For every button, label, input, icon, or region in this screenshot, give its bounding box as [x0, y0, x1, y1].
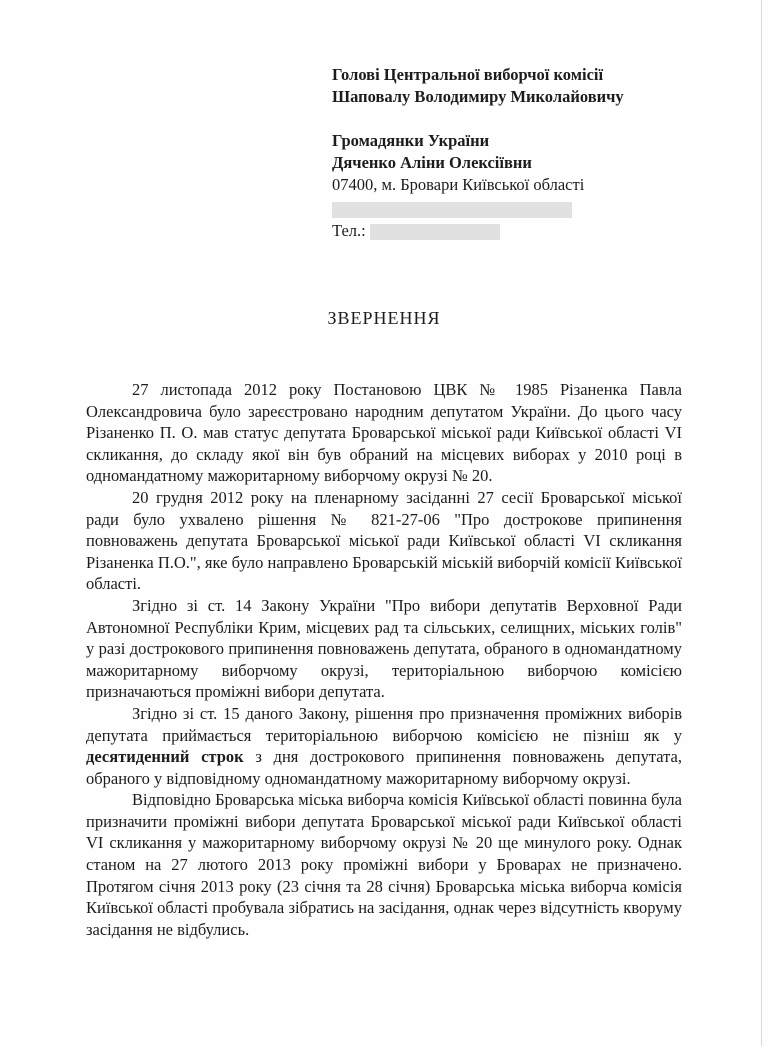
document-body: [86, 379, 682, 940]
redacted-address-row: [332, 196, 742, 218]
scan-edge-line: [761, 0, 762, 1046]
paragraph-1: 27 листопада 2012 року Постановою ЦВК № 1985 Різаненка Павла Олександровича було зареєстровано народним депутатом України. До цього часу Різаненко П. О. мав статус депутата Броварської міської ради Київської області VI скликання, до складу якої він був обраний на місцевих виборах у 2010 році в одномандатному мажоритарному виборчому окрузі № 20.: [86, 380, 682, 486]
paragraph-4-end: з дня дострокового припинення повноважень депутата, обраного у відповідному одномандатному мажоритарному виборчому окрузі.: [86, 747, 682, 788]
phone-row: [332, 220, 742, 242]
recipient-line-1: Голові Центральної виборчої комісії: [332, 65, 604, 84]
paragraph-2: 20 грудня 2012 року на пленарному засіданні 27 сесії Броварської міської ради було ухвалено рішення № 821-27-06 "Про дострокове припинення повноважень депутата Броварської міської ради Київської області VI скликання Різаненка П.О.", яке було направлено Броварській міській виборчій комісії Київської області.: [86, 487, 682, 594]
addressee-block: [332, 64, 742, 242]
paragraph-4-emphasis: десятиденний строк: [86, 747, 244, 767]
sender-address: 07400, м. Бровари Київської області: [332, 175, 585, 194]
paragraph-4-start: Згідно зі ст. 15 даного Закону, рішення про призначення проміжних виборів депутата приймається територіальною виборчою комісією не пізніш як у: [86, 703, 682, 745]
paragraph-5: Відповідно Броварська міська виборча комісія Київської області повинна була призначити проміжні вибори депутата Броварської міської ради Київської області VI скликання у мажоритарному виборчому окрузі № 20 ще минулого року. Однак станом на 27 лютого 2013 року проміжні вибори у Броварах не призначено. Протягом січня 2013 року (23 січня та 28 січня) Броварська міська виборча комісія Київської області пробувала зібратись на засідання, однак через відсутність кворуму засідання не відбулись.: [86, 790, 682, 939]
addressee-spacer: [332, 108, 742, 130]
paragraph-4: [86, 703, 682, 789]
redacted-street-address: [332, 202, 572, 218]
recipient-line-2: Шаповалу Володимиру Миколайовичу: [332, 87, 624, 106]
document-title: ЗВЕРНЕННЯ: [327, 308, 441, 328]
redacted-phone-number: [370, 224, 500, 240]
sender-line-1: Громадянки України: [332, 131, 490, 150]
phone-label: Тел.:: [332, 221, 366, 241]
paragraph-3: Згідно зі ст. 14 Закону України "Про вибори депутатів Верховної Ради Автономної Республіки Крим, місцевих рад та сільських, селищних, міських голів" у разі дострокового припинення повноважень депутата, обраного в одномандатному мажоритарному виборчому окрузі, територіальною виборчою комісією призначаються проміжні вибори депутата.: [86, 595, 682, 702]
sender-line-2: Дяченко Аліни Олексіївни: [332, 153, 532, 172]
